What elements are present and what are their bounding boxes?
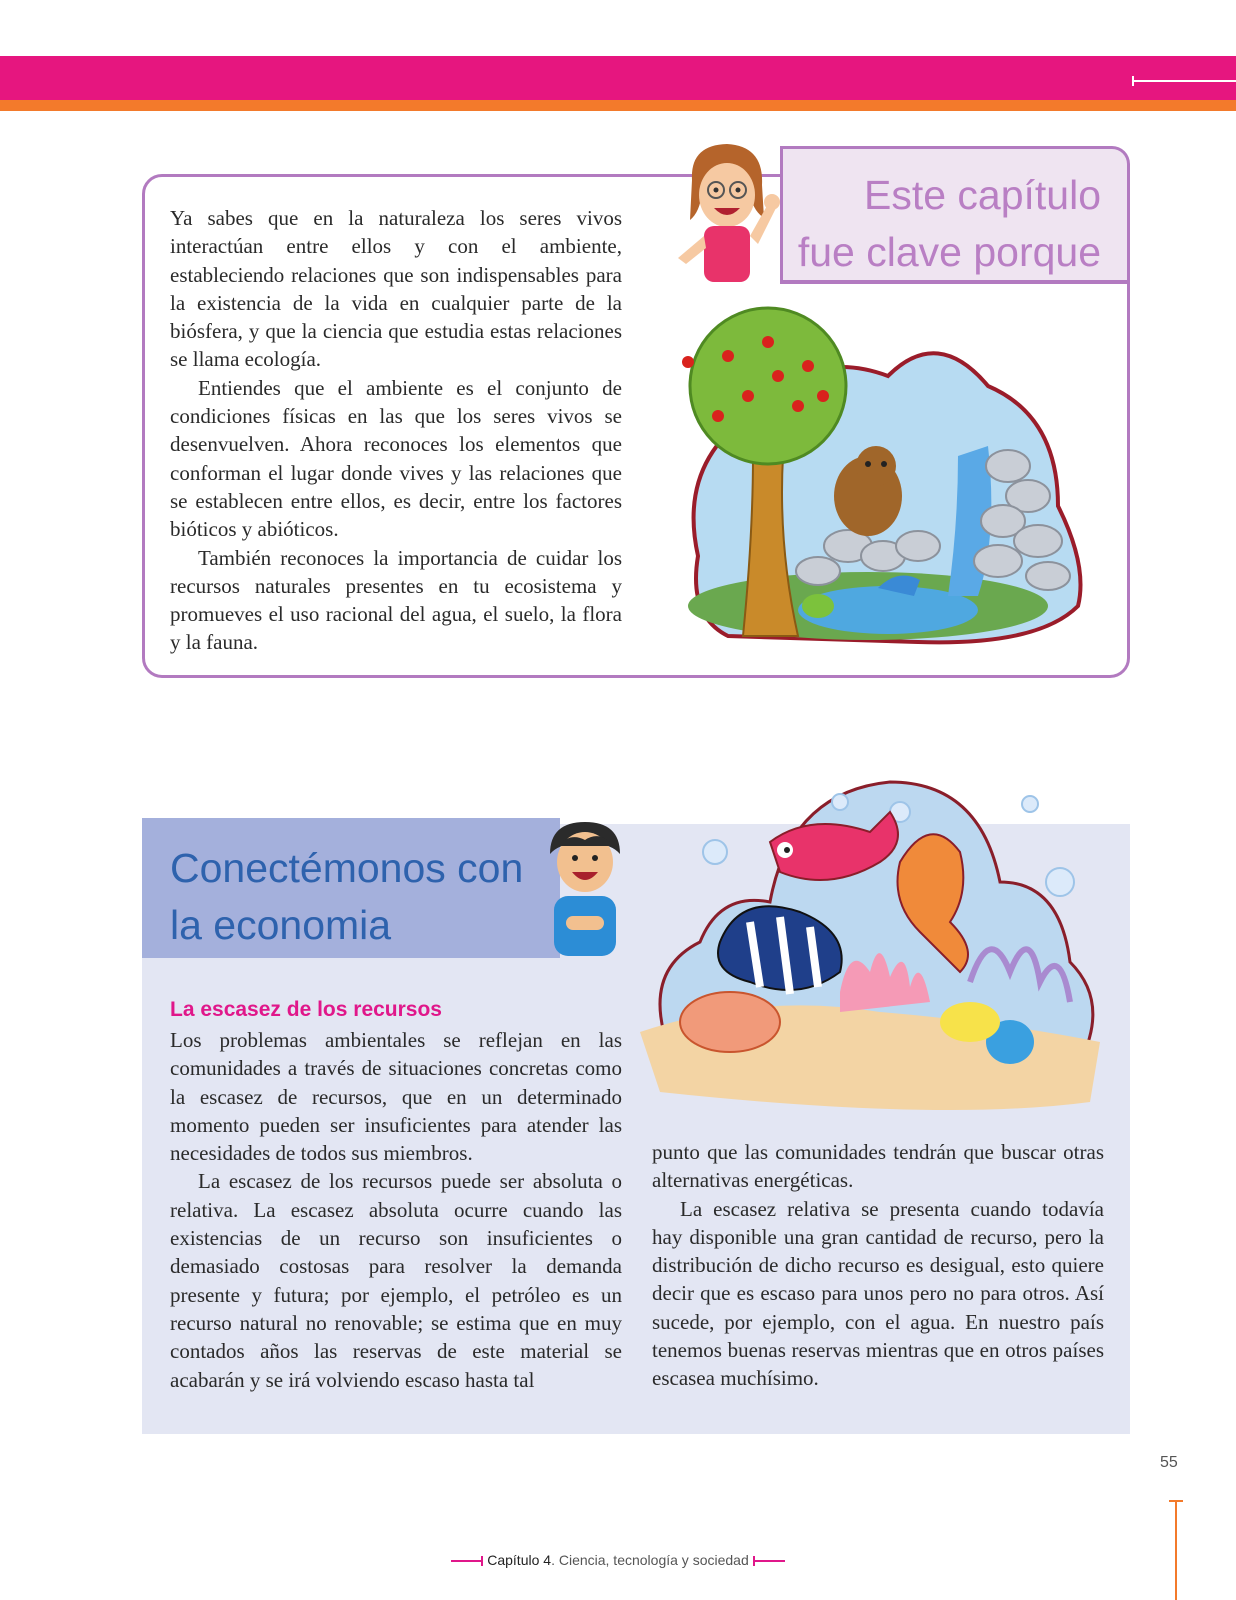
economy-paragraph-3: punto que las comunidades tendrán que buscar otras alternativas energéticas.: [652, 1140, 1104, 1193]
header-orange-bar: [0, 100, 1236, 111]
summary-paragraph-1: Ya sabes que en la naturaleza los seres vivos interactúan entre ellos y con el ambiente, estableciendo relaciones que son indispensables para la existencia de la vida en cualquier parte de la biósfera, y que la ciencia que estudia estas relaciones se llama ecología.: [170, 206, 622, 372]
economy-text-column-2: [652, 1138, 1104, 1393]
economy-text-column-1: [170, 1026, 622, 1394]
girl-teacher-illustration: [672, 140, 792, 290]
header-rule-tick: [1132, 76, 1134, 86]
footer-dash-left: [451, 1560, 483, 1562]
title-line-2: fue clave porque: [797, 229, 1101, 275]
ecosystem-illustration: [658, 306, 1104, 654]
chapter-summary-title-box: [780, 146, 1130, 284]
header-rule: [1132, 80, 1236, 82]
summary-paragraph-3: También reconoces la importancia de cuidar los recursos naturales presentes en tu ecosistema y promueves el uso racional del agua, el suelo, la flora y la fauna.: [170, 545, 622, 655]
economy-paragraph-1: Los problemas ambientales se reflejan en las comunidades a través de situaciones concretas como la escasez de recursos, que en un determinado momento pueden ser insuficientes para atender las necesidades de todos sus miembros.: [170, 1028, 622, 1166]
page-number: 55: [1160, 1454, 1178, 1471]
header-pink-bar: [0, 56, 1236, 100]
margin-rule: [1175, 1500, 1177, 1600]
economy-title-line-2: la economia: [170, 902, 392, 948]
chapter-summary-text: [170, 204, 622, 657]
chapter-summary-title: [798, 167, 1101, 281]
economy-paragraph-4: La escasez relativa se presenta cuando todavía hay disponible una gran cantidad de recurso, pero la distribución de dicho recurso es desigual, esto quiere decir que es escaso para unos pero no para otros. Así sucede, por ejemplo, con el agua. En nuestro país tenemos buenas reservas mientras que en otros países escasea muchísimo.: [652, 1196, 1104, 1391]
footer: [0, 1552, 1236, 1568]
title-line-1: Este capítulo: [863, 172, 1101, 218]
subheading: La escasez de los recursos: [170, 998, 442, 1021]
economy-title-line-1: Conectémonos con: [170, 845, 524, 891]
economy-section-title: [170, 840, 523, 954]
footer-dash-right: [753, 1560, 785, 1562]
summary-paragraph-2: Entiendes que el ambiente es el conjunto de condiciones físicas en las que los seres vivos se desenvuelven. Ahora reconoces los elementos que conforman el lugar donde vives y las relaciones que se establecen entre ellos, es decir, entre los factores bióticos y abióticos.: [170, 375, 622, 542]
footer-chapter-label: Capítulo 4: [487, 1552, 552, 1568]
ocean-fish-illustration: [640, 772, 1110, 1122]
footer-chapter-title: . Ciencia, tecnología y sociedad: [551, 1552, 749, 1568]
boy-illustration: [540, 816, 630, 966]
economy-paragraph-2: La escasez de los recursos puede ser absoluta o relativa. La escasez absoluta ocurre cuando las existencias de un recurso son insuficientes o demasiado costosas para resolver la demanda presente y futura; por ejemplo, el petróleo es un recurso natural no renovable; se estima que en muy contados años las reservas de este material se acabarán y se irá volviendo escaso hasta tal: [170, 1169, 622, 1392]
